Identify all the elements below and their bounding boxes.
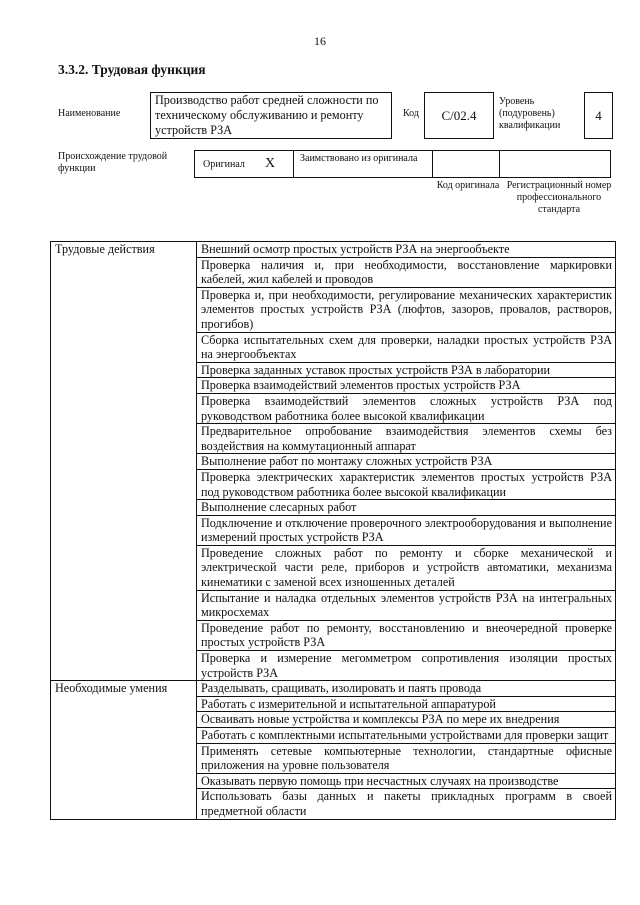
borrowed-cell: Заимствовано из оригинала bbox=[293, 150, 433, 178]
original-code-cell bbox=[432, 150, 500, 178]
item-cell: Проверка взаимодействий элементов сложных устройств РЗА под руководством работника более высокой квалификации bbox=[197, 393, 616, 423]
qualification-level-field: 4 bbox=[584, 92, 613, 139]
category-cell: Необходимые умения bbox=[51, 681, 197, 819]
item-cell: Проверка и, при необходимости, регулирование механических характеристик элементов простых устройств РЗА (люфтов, зазоров, провалов, растворов, прогибов) bbox=[197, 287, 616, 332]
item-cell: Проведение работ по ремонту, восстановлению и внеочередной проверке простых устройств РЗА bbox=[197, 620, 616, 650]
item-cell: Испытание и наладка отдельных элементов устройств РЗА на интегральных микросхемах bbox=[197, 590, 616, 620]
item-cell: Использовать базы данных и пакеты прикладных программ в своей предметной области bbox=[197, 789, 616, 819]
item-cell: Проверка взаимодействий элементов простых устройств РЗА bbox=[197, 378, 616, 394]
item-cell: Оказывать первую помощь при несчастных случаях на производстве bbox=[197, 773, 616, 789]
item-cell: Проверка электрических характеристик элементов простых устройств РЗА под руководством работника более высокой квалификации bbox=[197, 469, 616, 499]
item-cell: Подключение и отключение проверочного электрооборудования и выполнение измерений простых устройств РЗА bbox=[197, 515, 616, 545]
original-code-caption: Код оригинала bbox=[436, 180, 500, 191]
qualification-level-label: Уровень (подуровень) квалификации bbox=[499, 96, 561, 131]
original-mark: X bbox=[265, 156, 276, 171]
original-label: Оригинал bbox=[203, 159, 245, 170]
item-cell: Проверка и измерение мегомметром сопротивления изоляции простых устройств РЗА bbox=[197, 651, 616, 681]
item-cell: Работать с измерительной и испытательной аппаратурой bbox=[197, 696, 616, 712]
table-row bbox=[51, 242, 616, 258]
item-cell: Проверка заданных уставок простых устройств РЗА в лаборатории bbox=[197, 362, 616, 378]
registration-number-cell bbox=[499, 150, 611, 178]
code-field: C/02.4 bbox=[424, 92, 494, 139]
item-cell: Сборка испытательных схем для проверки, наладки простых устройств РЗА на энергообъектах bbox=[197, 332, 616, 362]
item-cell: Выполнение работ по монтажу сложных устройств РЗА bbox=[197, 454, 616, 470]
item-cell: Предварительное опробование взаимодействия элементов схемы без воздействия на коммутационный аппарат bbox=[197, 424, 616, 454]
code-label: Код bbox=[403, 108, 419, 119]
page-number: 16 bbox=[314, 34, 326, 48]
original-cell bbox=[194, 150, 294, 178]
section-title: 3.3.2. Трудовая функция bbox=[58, 62, 206, 77]
registration-number-caption: Регистрационный номер профессионального стандарта bbox=[506, 180, 612, 215]
item-cell: Разделывать, сращивать, изолировать и паять провода bbox=[197, 681, 616, 697]
origin-row bbox=[194, 150, 610, 178]
item-cell: Проведение сложных работ по ремонту и сборке механической и электрической части реле, приборов и устройств автоматики, механизма кинематики с заменой всех изношенных деталей bbox=[197, 545, 616, 590]
item-cell: Осваивать новые устройства и комплексы РЗА по мере их внедрения bbox=[197, 712, 616, 728]
item-cell: Работать с комплектными испытательными устройствами для проверки защит bbox=[197, 728, 616, 744]
category-cell: Трудовые действия bbox=[51, 242, 197, 681]
item-cell: Внешний осмотр простых устройств РЗА на энергообъекте bbox=[197, 242, 616, 258]
item-cell: Применять сетевые компьютерные технологии, стандартные офисные приложения на уровне пользователя bbox=[197, 743, 616, 773]
name-label: Наименование bbox=[58, 108, 121, 119]
table-row bbox=[51, 681, 616, 697]
function-name-field: Производство работ средней сложности по техническому обслуживанию и ремонту устройств РЗА bbox=[150, 92, 392, 139]
origin-label: Происхождение трудовой функции bbox=[58, 151, 168, 174]
function-details-table bbox=[50, 241, 616, 820]
item-cell: Выполнение слесарных работ bbox=[197, 500, 616, 516]
item-cell: Проверка наличия и, при необходимости, восстановление маркировки кабелей, жил кабелей и проводов bbox=[197, 257, 616, 287]
